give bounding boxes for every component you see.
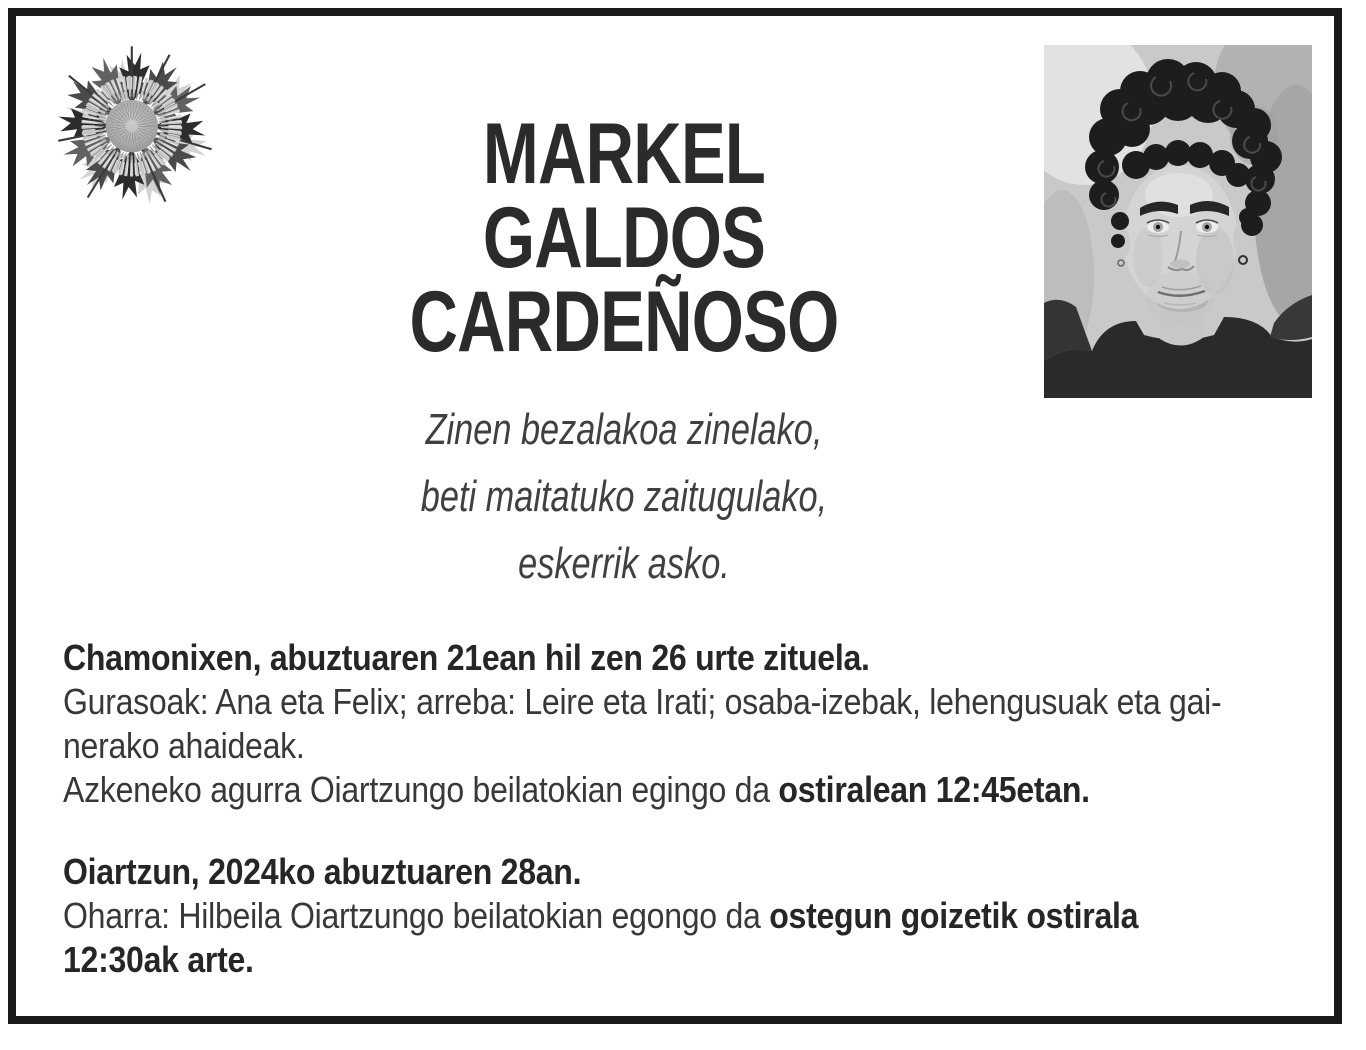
deceased-name	[137, 106, 1110, 370]
deceased-name-line: MARKEL	[482, 106, 766, 202]
body-text-bold: Chamonixen, abuztuaren 21ean hil zen 26 urte zituela.	[63, 637, 870, 678]
body-text-bold: ostegun goizetik ostirala	[769, 895, 1139, 936]
body-paragraph	[63, 636, 1366, 812]
body-text: Gurasoak: Ana eta Felix; arreba: Leire eta Irati; osaba-izebak, lehengusuak eta gai-	[63, 681, 1222, 722]
body-line	[63, 894, 1366, 938]
body-text-bold: ostiralean 12:45etan.	[778, 769, 1090, 810]
body-line	[63, 724, 1366, 768]
announcement-text	[63, 636, 1366, 982]
memorial-poem	[137, 396, 1110, 597]
body-text-bold: 12:30ak arte.	[63, 939, 254, 980]
body-line	[63, 938, 1366, 982]
poem-line: eskerrik asko.	[518, 539, 730, 588]
body-text: nerako ahaideak.	[63, 725, 305, 766]
deceased-name-line: GALDOS	[482, 190, 766, 286]
body-text-bold: Oiartzun, 2024ko abuztuaren 28an.	[63, 851, 582, 892]
body-line	[63, 768, 1366, 812]
poem-line: Zinen bezalakoa zinelako,	[425, 405, 823, 454]
body-line	[63, 850, 1366, 894]
body-line	[63, 636, 1366, 680]
body-text: Oharra: Hilbeila Oiartzungo beilatokian egongo da	[63, 895, 770, 936]
body-paragraph	[63, 850, 1366, 982]
body-line	[63, 680, 1366, 724]
body-text: Azkeneko agurra Oiartzungo beilatokian egingo da	[63, 769, 779, 810]
poem-line: beti maitatuko zaitugulako,	[420, 472, 828, 521]
deceased-name-line: CARDEÑOSO	[409, 274, 839, 370]
